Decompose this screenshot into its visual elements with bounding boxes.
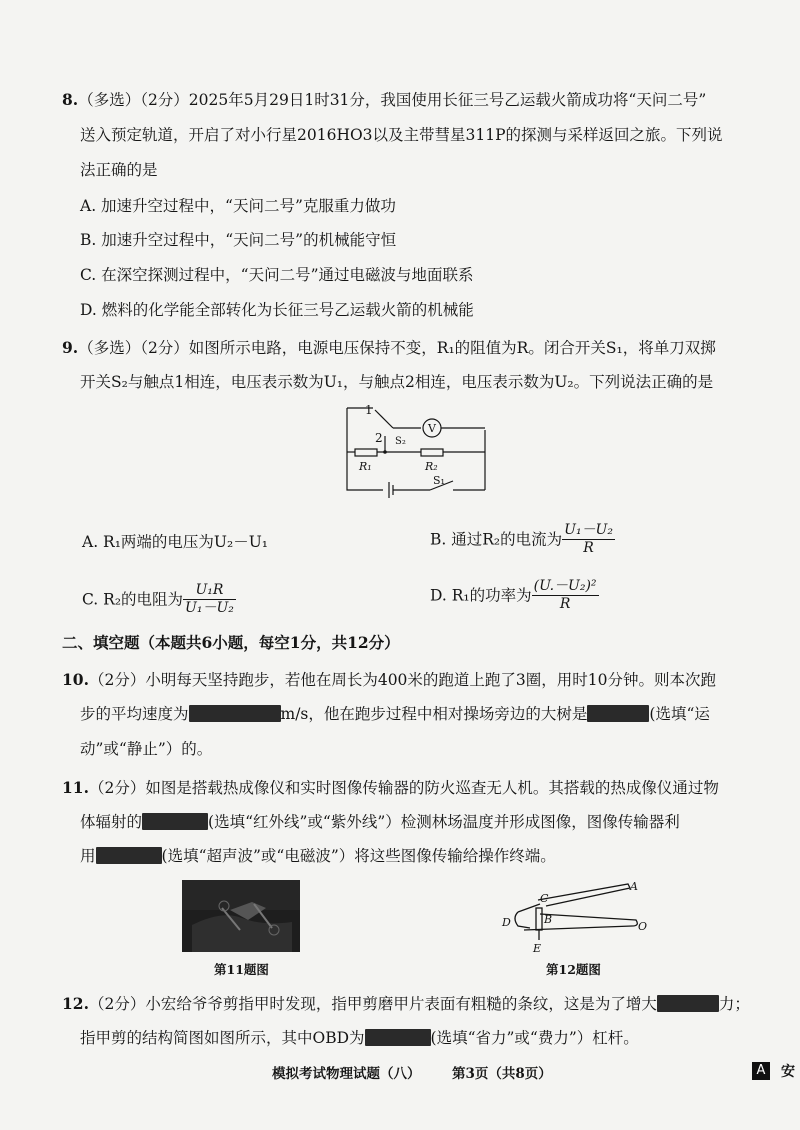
- q8-stem-2: 送入预定轨道，开启了对小行星2016HO3以及主带彗星311P的探测与采样返回之旅。下列说: [80, 126, 723, 144]
- q12-line1: [62, 994, 750, 1014]
- q11-stem-1: （2分）如图是搭载热成像仪和实时图像传输器的防火巡查无人机。其搭载的热成像仪通过物: [88, 779, 719, 797]
- figure-11-caption: 第11题图: [214, 962, 269, 977]
- point-a-label: A: [630, 880, 638, 893]
- answer-blank[interactable]: [657, 995, 719, 1012]
- fraction-numerator: U₁R: [183, 582, 236, 600]
- s2-label: S₂: [395, 436, 406, 447]
- q10-text-b: m/s，他在跑步过程中相对操场旁边的大树是: [280, 705, 588, 723]
- junction-dot: [383, 450, 387, 454]
- q11-text-c: 用: [80, 847, 96, 865]
- q12-text-b: 力；: [718, 995, 750, 1013]
- q9-option-b-fraction: [562, 522, 615, 557]
- fraction-numerator: (U.－U₂)²: [533, 578, 597, 594]
- q8-option-d: D. 燃料的化学能全部转化为长征三号乙运载火箭的机械能: [80, 301, 474, 319]
- r1-label: R₁: [359, 460, 372, 473]
- q9-stem-1: （多选）（2分）如图所示电路，电源电压保持不变，R₁的阻值为R。闭合开关S₁，将单刀双掷: [78, 339, 716, 357]
- answer-blank[interactable]: [96, 847, 162, 864]
- point-e-label: E: [533, 942, 542, 955]
- q9-option-b-text: B. 通过R₂的电流为: [430, 530, 563, 549]
- q8-line1: [62, 90, 706, 110]
- q9-option-d-text: D. R₁的功率为: [430, 586, 532, 605]
- q8-stem-1: （多选）（2分）2025年5月29日1时31分，我国使用长征三号乙运载火箭成功将“天问二号”: [78, 91, 707, 109]
- q11-number: 11.: [62, 778, 89, 797]
- r2-label: R₂: [425, 460, 438, 473]
- section-2-heading: 二、填空题（本题共6小题，每空1分，共12分）: [62, 633, 400, 652]
- q9-option-c: [82, 582, 236, 622]
- q9-line1: [62, 338, 716, 358]
- version-badge: A: [752, 1062, 770, 1080]
- q12-text-c: 指甲剪的结构简图如图所示，其中OBD为: [80, 1029, 365, 1047]
- answer-blank[interactable]: [189, 705, 281, 722]
- nail-clipper-diagram: [500, 878, 650, 960]
- fraction-denominator: R: [559, 596, 571, 612]
- point-b-label: B: [544, 913, 553, 926]
- answer-blank[interactable]: [365, 1029, 431, 1046]
- q12-text-a: （2分）小宏给爷爷剪指甲时发现，指甲剪磨甲片表面有粗糙的条纹，这是为了增大: [88, 995, 657, 1013]
- q10-stem-3: 动”或“静止”）的。: [80, 740, 213, 758]
- q12-number: 12.: [62, 994, 89, 1013]
- fraction-denominator: U₁－U₂: [185, 600, 234, 616]
- side-mark: 安: [781, 1064, 795, 1080]
- footer-page-number: 第3页（共8页）: [452, 1066, 552, 1082]
- q12-line2: [80, 1028, 639, 1048]
- q11-text-a: 体辐射的: [80, 813, 143, 831]
- q10-line1: [62, 670, 716, 690]
- voltmeter-label: V: [428, 422, 436, 435]
- q11-line2: [80, 812, 680, 832]
- q10-number: 10.: [62, 670, 89, 689]
- q10-line2: [80, 704, 710, 724]
- figure-12-caption: 第12题图: [546, 962, 601, 977]
- q9-option-b: [430, 522, 615, 562]
- q12-text-d: (选填“省力”或“费力”）杠杆。: [430, 1029, 639, 1047]
- q8-stem-3: 法正确的是: [80, 161, 158, 179]
- q11-text-d: (选填“超声波”或“电磁波”）将这些图像传输给操作终端。: [161, 847, 556, 865]
- q8-option-a: A. 加速升空过程中，“天问二号”克服重力做功: [80, 197, 396, 215]
- q11-line1: [62, 778, 719, 798]
- fraction-numerator: U₁－U₂: [564, 522, 613, 538]
- q10-stem-1: （2分）小明每天坚持跑步，若他在周长为400米的跑道上跑了3圈，用时10分钟。则本次跑: [88, 671, 717, 689]
- q10-text-c: (选填“运: [649, 705, 710, 723]
- s1-label: S₁: [433, 474, 445, 487]
- q9-option-d-fraction: [532, 578, 599, 613]
- q11-line3: [80, 846, 556, 866]
- q10-text-a: 步的平均速度为: [80, 705, 189, 723]
- q9-stem-2: 开关S₂与触点1相连，电压表示数为U₁，与触点2相连，电压表示数为U₂。下列说法正确的是: [80, 373, 714, 391]
- point-d-label: D: [502, 916, 511, 929]
- answer-blank[interactable]: [587, 705, 649, 722]
- q9-circuit-diagram: [335, 400, 495, 500]
- fraction-denominator: R: [583, 540, 594, 556]
- answer-blank[interactable]: [142, 813, 208, 830]
- contact-2-label: 2: [375, 431, 383, 445]
- q8-number: 8.: [62, 90, 79, 109]
- q8-option-c: C. 在深空探测过程中，“天问二号”通过电磁波与地面联系: [80, 266, 474, 284]
- drone-photo: [182, 880, 300, 952]
- footer-title: 模拟考试物理试题（八）: [272, 1066, 421, 1082]
- point-o-label: O: [638, 920, 648, 933]
- q9-option-c-fraction: [183, 582, 236, 617]
- q11-text-b: (选填“红外线”或“紫外线”）检测林场温度并形成图像，图像传输器利: [208, 813, 680, 831]
- q9-number: 9.: [62, 338, 79, 357]
- q9-option-a: A. R₁两端的电压为U₂－U₁: [82, 533, 268, 551]
- q8-option-b: B. 加速升空过程中，“天问二号”的机械能守恒: [80, 231, 397, 249]
- q9-option-c-text: C. R₂的电阻为: [82, 590, 184, 609]
- contact-1-label: 1: [365, 403, 373, 417]
- q9-option-d: [430, 578, 599, 618]
- point-c-label: C: [540, 892, 549, 905]
